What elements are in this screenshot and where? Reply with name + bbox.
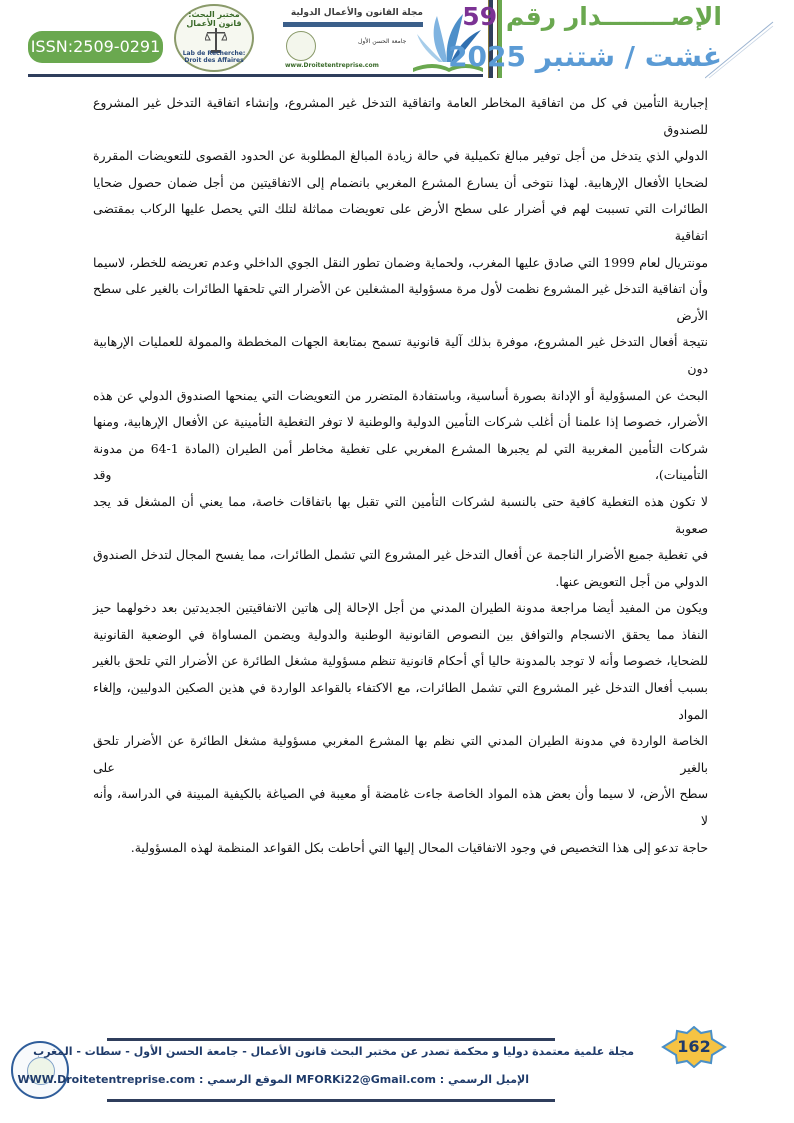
paragraph-1 [93,90,708,595]
journal-logo-website: www.Droitetentreprise.com [285,62,379,69]
lab-logo-bottom-text: Lab de Recherche: Droit des Affaires [182,50,246,64]
mini-seal-icon [286,31,316,61]
text-line: لضحايا الأفعال الإرهابية. لهذا نتوخى أن يسارع المشرع المغربي بانضمام إلى الاتفاقيتين من أجل ضمان حصول ضحايا [93,174,708,190]
lab-logo-top-text: مختبر البحث: قانون الأعمال [186,10,242,28]
text-line: لا تكون هذه التغطية كافية حتى بالنسبة لشركات التأمين التي تقبل بها باتفاقات خاصة، مما يعني أن المشغل قد يجد صعوبة [93,493,708,536]
paragraph-2 [93,595,708,861]
header-rule [28,74,483,77]
text-line: الأضرار، خصوصا إذا علمنا أن أغلب شركات التأمين الدولية والوطنية لا توفر التغطية التأمينية عن الأفعال الإرهابية، ومنها [93,414,708,430]
issue-label-text: الإصــــــــدار رقم [505,2,722,31]
page-number-badge [661,1026,727,1068]
text-line: الخاصة الواردة في مدونة الطيران المدني التي نظم بها المشرع المغربي مسؤولية مشغل الطائرة عن الأضرار تلحق بالغير على [93,733,708,775]
article-body [93,90,708,861]
text-line: مونتريال لعام 1999 التي صادق عليها المغرب، ولحماية وضمان تطور النقل الجوي الداخلي وعدم تعريضه للخطر، لاسيما [93,254,708,270]
text-line: وأن اتفاقية التدخل غير المشروع نظمت لأول مرة مسؤولية المشغلين عن الأضرار التي تلحقها الطائرات بالغير على سطح الأرض [93,281,708,323]
text-line: الطائرات التي تسببت لهم في أضرار على سطح الأرض على تعويضات مماثلة لتلك التي يحصل عليها الركاب بمقتضى اتفاقية [93,201,708,243]
lab-logo [174,4,254,72]
footer-journal-statement: مجلة علمية معتمدة دوليا و محكمة تصدر عن مختبر البحث قانون الأعمال - جامعة الحسن الأول - سطات - المغرب [33,1045,634,1058]
page-number: 162 [677,1037,711,1056]
text-line: النفاذ مما يحقق الانسجام والتوافق بين النصوص القانونية الوطنية والدولية ويضمن المساواة في الوضعية القانونية [93,626,708,642]
text-line: حاجة تدعو إلى هذا التخصيص في وجود الاتفاقيات المحال إليها التي أحاطت بكل القواعد المنظمة لهذه المسؤولية. [130,839,708,855]
issue-number: 59 [462,2,498,31]
text-line: في تغطية جميع الأضرار الناجمة عن أفعال التدخل غير المشروع التي تشمل الطائرات، مما يفسح المجال لتدخل الصندوق [93,547,708,563]
text-line: إجبارية التأمين في كل من اتفاقية المخاطر العامة واتفاقية التدخل غير المشروع، وإنشاء اتفاقية التدخل غير المشروع للصندوق [93,95,708,137]
footer-rule-bottom [107,1099,555,1102]
footer-contact: الإميل الرسمي : MFORKi22@Gmail.com الموقع الرسمي : WWW.Droitetentreprise.com [17,1073,529,1086]
journal-logo-title: مجلة القانون والأعمال الدولية [290,8,423,18]
decorative-diagonal-line [705,20,775,80]
issn-badge: ISSN:2509-0291 [28,31,163,63]
text-line: نتيجة أفعال التدخل غير المشروع، موفرة بذلك آلية قانونية تسمح بمتابعة الجهات المخططة والممولة للعمليات الإرهابية دون [93,334,708,376]
issue-date: غشت / شتنبر 2025 [448,40,722,73]
text-line: سطح الأرض، لا سيما وأن بعض هذه المواد الخاصة جاءت غامضة أو معيبة في الصياغة بالكيفية المبينة في الدراسة، وأنه لا [93,786,708,829]
text-line: بسبب أفعال التدخل غير المشروع التي تشمل الطائرات، مع الاكتفاء بالقواعد الواردة في هذين الصكين الدوليين، وإلغاء المواد [93,680,708,722]
text-line: الدولي الذي يتدخل من أجل توفير مبالغ تكميلية في حالة زيادة المبالغ المطلوبة عن الحدود القصوى للتعويضات المقررة [93,148,708,164]
journal-logo-band [283,22,423,27]
issue-label [462,2,722,31]
text-line: ويكون من المفيد أيضا مراجعة مدونة الطيران المدني من أجل الإحالة إلى هاتين الاتفاقيتين الجديدتين بعد دخولهما حيز [93,600,708,616]
text-line: للضحايا، خصوصا وأنه لا توجد بالمدونة حاليا أي أحكام قانونية تنظم مسؤولية مشغل الطائرة عن الأضرار التي تلحق بالغير [93,653,708,669]
journal-logo-university: جامعة الحسن الأول [358,38,407,45]
text-line: شركات التأمين المغربية التي لم يجبرها المشرع المغربي على تغطية مخاطر أمن الطيران (المادة 1-64 من مدونة التأمينات)، وقد [93,440,708,483]
text-line: الدولي من أجل التعويض عنها. [555,573,708,589]
text-line: البحث عن المسؤولية أو الإدانة بصورة أساسية، وباستفادة المتضرر من التعويضات التي يمنحها الصندوق الدولي عن هذه [93,387,708,403]
footer-rule-top [107,1038,555,1041]
